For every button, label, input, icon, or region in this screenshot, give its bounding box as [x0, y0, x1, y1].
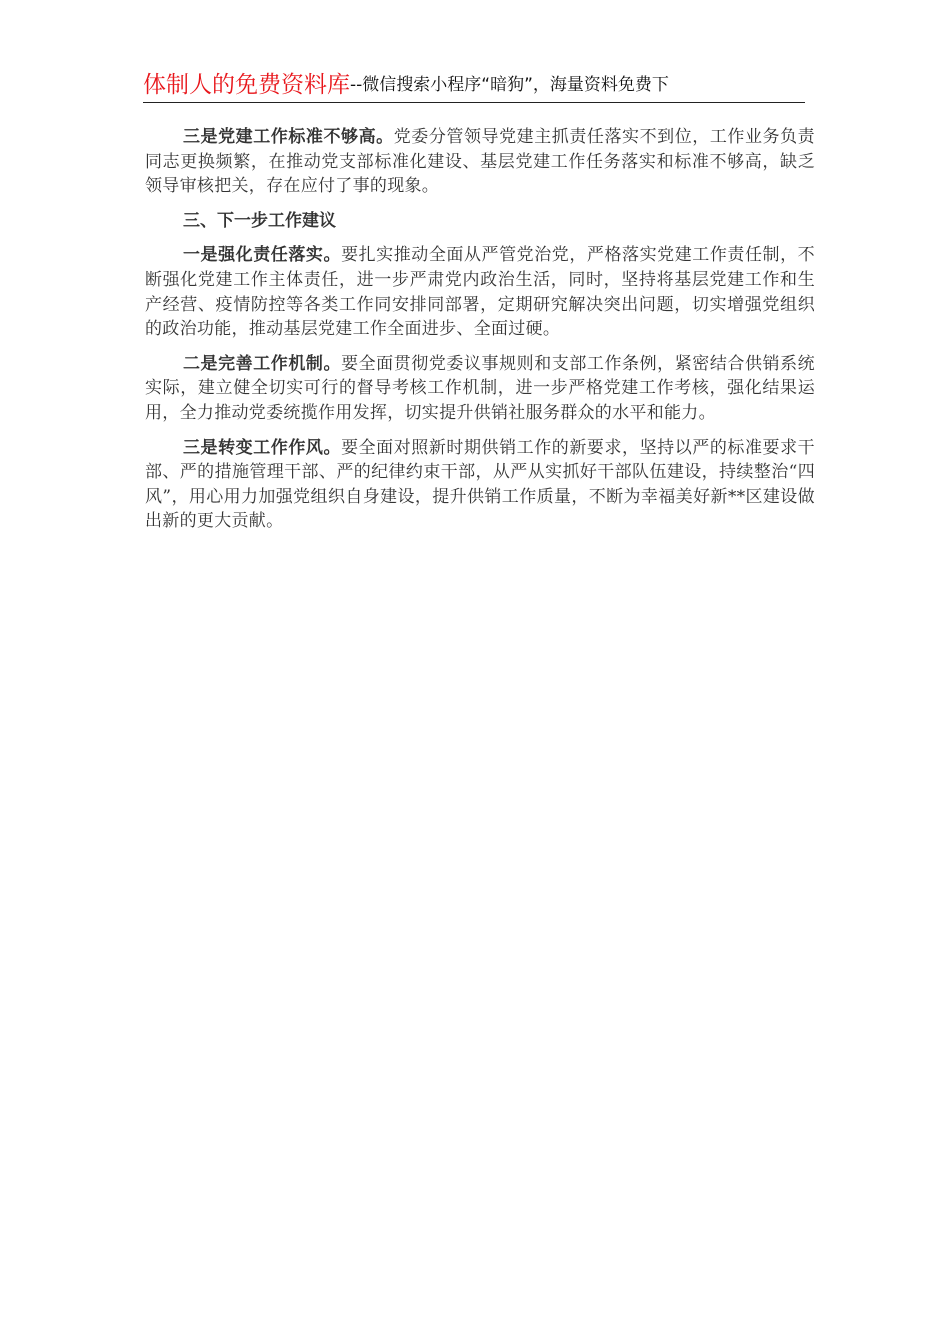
paragraph-lead: 三是党建工作标准不够高。	[183, 127, 394, 147]
suggestion-mechanism	[145, 352, 815, 426]
page-header	[143, 70, 805, 103]
paragraph-text: 党委分管领导党建主抓责任落实不到位，工作业务负责同志更换频繁，在推动党支部标准化建设、基层党建工作任务落实和标准不够高，缺乏领导审核把关，存在应付了事的现象。	[145, 127, 815, 197]
header-promo-text: --微信搜索小程序“暗狗”，海量资料免费下	[350, 75, 669, 95]
suggestion-text: 要全面贯彻党委议事规则和支部工作条例，紧密结合供销系统实际，建立健全切实可行的督导考核工作机制，进一步严格党建工作考核，强化结果运用，全力推动党委统揽作用发挥，切实提升供销社服务群众的水平和能力。	[145, 353, 815, 423]
suggestion-style	[145, 436, 815, 534]
document-body	[145, 125, 815, 544]
suggestion-lead: 一是强化责任落实。	[183, 245, 342, 266]
suggestion-text: 要扎实推动全面从严管党治党，严格落实党建工作责任制，不断强化党建工作主体责任，进一步严肃党内政治生活，同时，坚持将基层党建工作和生产经营、疫情防控等各类工作同安排同部署，定期研究解决突出问题，切实增强党组织的政治功能，推动基层党建工作全面进步、全面过硬。	[145, 245, 815, 340]
suggestion-lead: 三是转变工作作风。	[183, 437, 342, 458]
paragraph-standards	[145, 125, 815, 199]
suggestion-text: 要全面对照新时期供销工作的新要求，坚持以严的标准要求干部、严的措施管理干部、严的纪律约束干部，从严从实抓好干部队伍建设，持续整治“四风”，用心用力加强党组织自身建设，提升供销工作质量，不断为幸福美好新**区建设做出新的更大贡献。	[145, 437, 815, 532]
header-site-name: 体制人的免费资料库	[143, 72, 350, 98]
section-heading: 三、下一步工作建议	[183, 210, 336, 231]
suggestion-responsibility	[145, 243, 815, 341]
suggestion-lead: 二是完善工作机制。	[183, 353, 342, 374]
